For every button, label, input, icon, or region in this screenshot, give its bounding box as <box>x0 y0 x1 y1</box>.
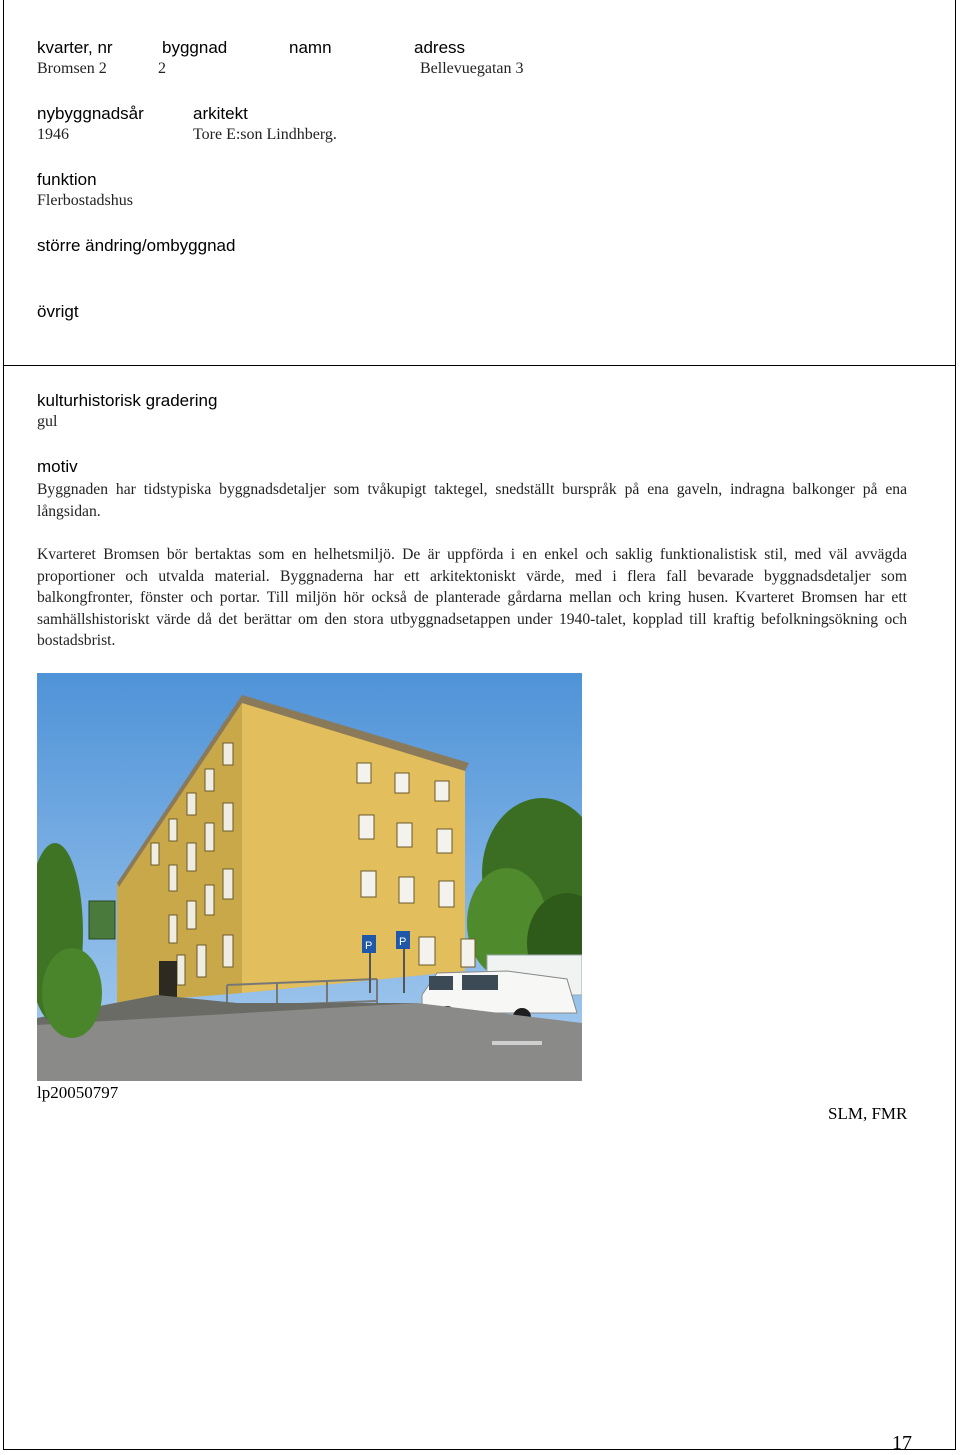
parking-sign-2-text: P <box>399 936 407 948</box>
kvarter-value: Bromsen 2 <box>37 60 107 77</box>
motive-paragraph-2: Kvarteret Bromsen bör bertaktas som en helhetsmiljö. De är uppförda i en enkel och saklig funktionalistisk stil, med väl avvägda proportioner och utvalda material. Byggnaderna har ett arkitektoniskt värde, med i flera fall bevarade byggnadsdetaljer som balkongfronter, fönster och portar. Till miljön hör också de planterade gårdarna mellan och kring husen. Kvarteret Bromsen har ett samhällshistoriskt värde då det berättar om den stora utbyggnadsetappen under 1940-talet, kopplad till kraftig befolkningsökning och bostadsbrist. <box>37 546 907 649</box>
function-value: Flerbostadshus <box>37 192 133 209</box>
photo-caption: lp20050797 <box>37 1083 119 1102</box>
record-frame-top <box>3 0 956 366</box>
motive-paragraph-1: Byggnaden har tidstypiska byggnadsdetaljer som tvåkupigt taktegel, snedställt burspråk på ena gaveln, indragna balkonger på ena långsidan. <box>37 481 907 520</box>
architect-label: arkitekt <box>193 104 248 123</box>
year-value: 1946 <box>37 126 69 143</box>
adress-label: adress <box>414 38 466 57</box>
page-number: 17 <box>892 1432 912 1454</box>
parking-sign-1-text: P <box>365 940 373 952</box>
kvarter-label: kvarter, nr <box>37 38 113 57</box>
changes-label: större ändring/ombyggnad <box>37 236 236 255</box>
byggnad-label: byggnad <box>162 38 228 57</box>
photo-credit: SLM, FMR <box>828 1104 908 1123</box>
grading-value: gul <box>37 413 58 430</box>
grading-label: kulturhistorisk gradering <box>37 391 218 410</box>
adress-value: Bellevuegatan 3 <box>420 60 524 77</box>
namn-label: namn <box>289 38 332 57</box>
byggnad-value: 2 <box>158 60 166 77</box>
function-label: funktion <box>37 170 97 189</box>
building-photo <box>37 673 582 1081</box>
architect-value: Tore E:son Lindhberg. <box>193 126 337 143</box>
year-label: nybyggnadsår <box>37 104 144 123</box>
other-label: övrigt <box>37 302 79 321</box>
motive-label: motiv <box>37 457 78 476</box>
